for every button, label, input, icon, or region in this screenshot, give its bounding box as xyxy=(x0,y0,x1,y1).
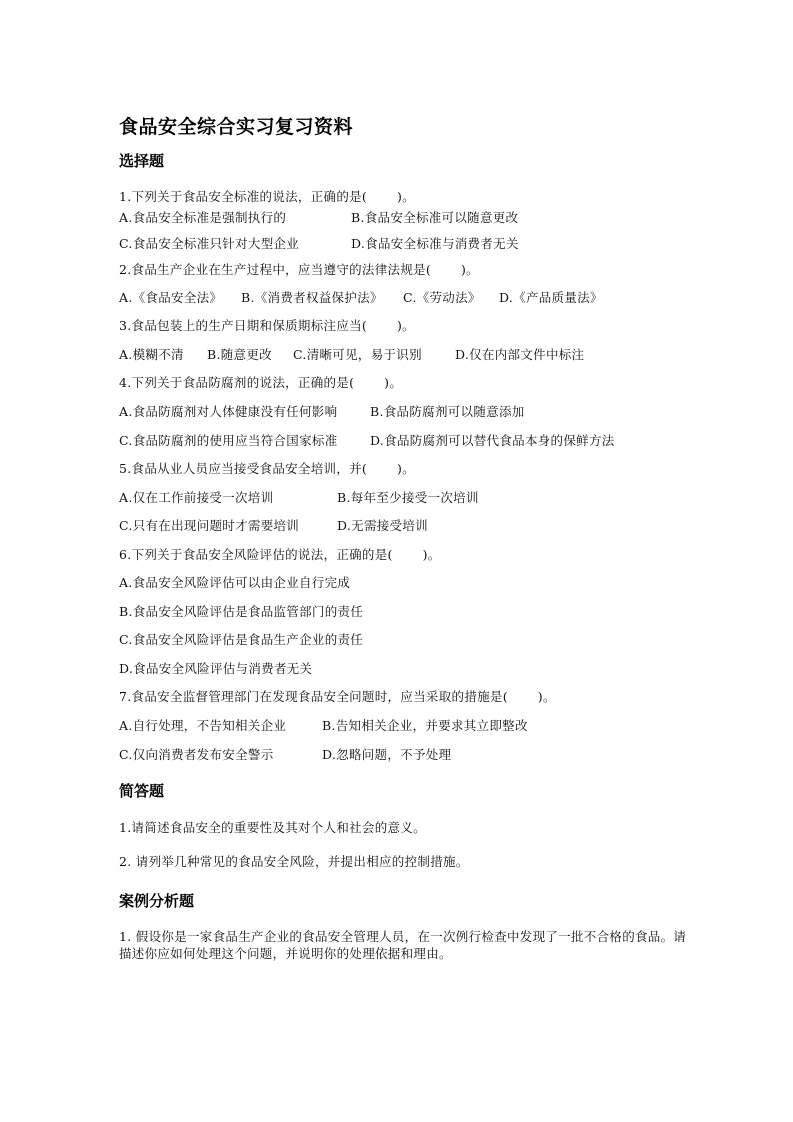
short-answer-question: 1.请简述食品安全的重要性及其对个人和社会的意义。 xyxy=(119,820,426,835)
option-d: D.食品安全风险评估与消费者无关 xyxy=(119,661,313,676)
question-stem: 4.下列关于食品防腐剂的说法，正确的是( )。 xyxy=(119,375,403,390)
option-d: D.食品防腐剂可以替代食品本身的保鲜方法 xyxy=(370,433,615,448)
option-c: C.食品防腐剂的使用应当符合国家标准 xyxy=(119,433,338,448)
option-b: B.食品安全标准可以随意更改 xyxy=(351,210,519,225)
option-d: D.仅在内部文件中标注 xyxy=(455,347,585,362)
document-title: 食品安全综合实习复习资料 xyxy=(119,116,354,138)
short-answer-question: 2. 请列举几种常见的食品安全风险，并提出相应的控制措施。 xyxy=(119,854,469,869)
option-a: A.《食品安全法》 xyxy=(119,290,223,305)
section-heading-short-answer: 简答题 xyxy=(119,782,165,800)
option-c: C.《劳动法》 xyxy=(403,290,481,305)
option-a: A.自行处理，不告知相关企业 xyxy=(119,718,287,733)
option-a: A.食品安全风险评估可以由企业自行完成 xyxy=(119,575,351,590)
question-stem: 2.食品生产企业在生产过程中，应当遵守的法律法规是( )。 xyxy=(119,262,479,277)
case-analysis-question: 1. 假设你是一家食品生产企业的食品安全管理人员，在一次例行检查中发现了一批不合格的食品。请描述你应如何处理这个问题，并说明你的处理依据和理由。 xyxy=(119,929,687,961)
option-d: D.无需接受培训 xyxy=(337,518,428,533)
question-stem: 5.食品从业人员应当接受食品安全培训，并( )。 xyxy=(119,461,415,476)
option-b: B.告知相关企业，并要求其立即整改 xyxy=(322,718,528,733)
question-stem: 6.下列关于食品安全风险评估的说法，正确的是( )。 xyxy=(119,547,441,562)
option-b: B.随意更改 xyxy=(207,347,272,362)
option-b: B.食品防腐剂可以随意添加 xyxy=(370,404,525,419)
section-heading-choice: 选择题 xyxy=(119,152,165,170)
question-stem: 1.下列关于食品安全标准的说法，正确的是( )。 xyxy=(119,189,415,204)
option-c: C.食品安全标准只针对大型企业 xyxy=(119,236,300,251)
option-c: C.只有在出现问题时才需要培训 xyxy=(119,518,300,533)
section-heading-case-analysis: 案例分析题 xyxy=(119,892,195,910)
option-d: D.忽略问题，不予处理 xyxy=(322,747,452,762)
option-a: A.食品安全标准是强制执行的 xyxy=(119,210,287,225)
option-a: A.模糊不清 xyxy=(119,347,184,362)
question-stem: 7.食品安全监督管理部门在发现食品安全问题时，应当采取的措施是( )。 xyxy=(119,689,556,704)
option-d: D.《产品质量法》 xyxy=(499,290,603,305)
option-a: A.仅在工作前接受一次培训 xyxy=(119,490,274,505)
question-stem: 3.食品包装上的生产日期和保质期标注应当( )。 xyxy=(119,318,415,333)
option-b: B.每年至少接受一次培训 xyxy=(337,490,479,505)
option-c: C.食品安全风险评估是食品生产企业的责任 xyxy=(119,632,364,647)
option-b: B.《消费者权益保护法》 xyxy=(241,290,383,305)
option-c: C.仅向消费者发布安全警示 xyxy=(119,747,274,762)
option-a: A.食品防腐剂对人体健康没有任何影响 xyxy=(119,404,338,419)
option-b: B.食品安全风险评估是食品监管部门的责任 xyxy=(119,604,364,619)
option-d: D.食品安全标准与消费者无关 xyxy=(351,236,519,251)
option-c: C.清晰可见，易于识别 xyxy=(293,347,422,362)
